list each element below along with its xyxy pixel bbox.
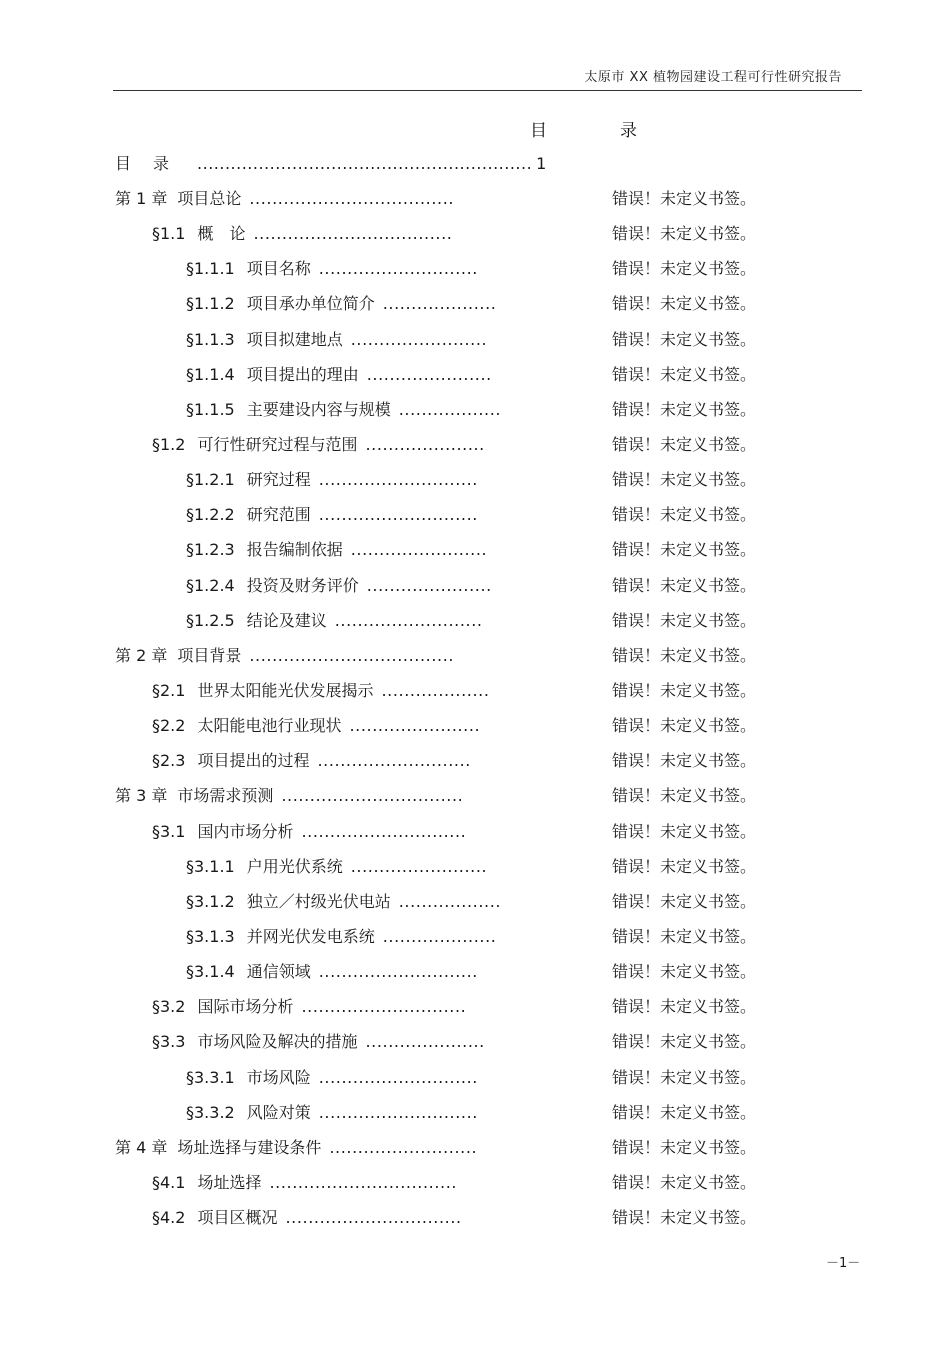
toc-entry-title: 目录 (115, 154, 192, 173)
toc-entry-number: §1.2.4 (186, 575, 235, 595)
toc-entry-number: §1.2.3 (186, 540, 235, 560)
toc-entry[interactable] (0, 848, 950, 883)
toc-entry-title: 项目提出的理由 (246, 364, 359, 384)
toc-entry-title: 国际市场分析 (197, 997, 294, 1017)
toc-entry-title: 研究范围 (246, 505, 311, 525)
toc-bookmark-error: 错误！未定义书签。 (612, 1172, 757, 1192)
toc-leader-dots: ............................ (318, 962, 478, 982)
toc-entry-title: 结论及建议 (246, 610, 327, 630)
toc-bookmark-error: 错误！未定义书签。 (612, 224, 757, 244)
toc-entry[interactable] (0, 215, 950, 250)
toc-entry-number: §1.1 (152, 224, 186, 244)
toc-entry-label (152, 1205, 462, 1228)
toc-entry-label (152, 678, 490, 701)
toc-entry-label (152, 1170, 457, 1193)
toc-leader-dots: .......................... (334, 610, 483, 630)
toc-bookmark-error: 错误！未定义书签。 (612, 259, 757, 279)
toc-entry-title: 世界太阳能光伏发展揭示 (197, 680, 374, 700)
toc-entry-label (152, 748, 471, 771)
toc-entry-number: 第 3 章 (115, 786, 168, 806)
toc-entry-number: §2.3 (152, 751, 186, 771)
toc-leader-dots: ............................. (301, 997, 467, 1017)
toc-entry[interactable] (0, 1023, 950, 1058)
toc-entry-title: 投资及财务评价 (246, 575, 359, 595)
toc-bookmark-error: 错误！未定义书签。 (612, 364, 757, 384)
toc-entry-title: 市场风险及解决的措施 (197, 1032, 358, 1052)
header-divider (113, 90, 862, 91)
toc-bookmark-error: 错误！未定义书签。 (612, 997, 757, 1017)
toc-bookmark-error: 错误！未定义书签。 (612, 645, 757, 665)
toc-entry-title: 主要建设内容与规模 (246, 399, 391, 419)
toc-entry-number: §3.2 (152, 997, 186, 1017)
toc-entry-label (115, 186, 454, 209)
toc-bookmark-error: 错误！未定义书签。 (612, 329, 757, 349)
toc-entry-number: §3.3 (152, 1032, 186, 1052)
toc-bookmark-error: 错误！未定义书签。 (612, 294, 757, 314)
toc-entry-label (186, 1100, 478, 1123)
toc-entry[interactable] (0, 531, 950, 566)
toc-entry[interactable] (0, 1164, 950, 1199)
toc-bookmark-error: 错误！未定义书签。 (612, 434, 757, 454)
toc-entry-label (152, 819, 466, 842)
toc-entry-title: 风险对策 (246, 1102, 311, 1122)
toc-leader-dots: ............................... (285, 1208, 462, 1228)
toc-leader-dots: ............................ (318, 470, 478, 490)
toc-entry[interactable] (0, 777, 950, 812)
toc-entry-label (186, 608, 483, 631)
toc-entry-number: §1.1.2 (186, 294, 235, 314)
toc-entry[interactable] (0, 391, 950, 426)
toc-entry[interactable] (0, 918, 950, 953)
toc-entry-number: §1.1.5 (186, 399, 235, 419)
toc-entry-number: §4.1 (152, 1172, 186, 1192)
toc-bookmark-error: 错误！未定义书签。 (612, 716, 757, 736)
toc-bookmark-error: 错误！未定义书签。 (612, 891, 757, 911)
toc-entry-number: §3.3.1 (186, 1067, 235, 1087)
toc-entry-title: 户用光伏系统 (246, 856, 343, 876)
toc-entry-number: §3.1.3 (186, 926, 235, 946)
toc-entry-label (115, 643, 454, 666)
toc-leader-dots: .................... (382, 294, 497, 314)
toc-entry-label (152, 221, 452, 244)
toc-entry[interactable] (0, 883, 950, 918)
toc-entry-contents[interactable] (115, 151, 546, 174)
toc-list (0, 180, 950, 1234)
toc-entry-title: 通信领域 (246, 962, 311, 982)
toc-entry[interactable] (0, 672, 950, 707)
toc-entry[interactable] (0, 813, 950, 848)
toc-entry-title: 研究过程 (246, 470, 311, 490)
toc-bookmark-error: 错误！未定义书签。 (612, 1032, 757, 1052)
toc-entry[interactable] (0, 567, 950, 602)
toc-entry[interactable] (0, 637, 950, 672)
toc-entry-title: 项目区概况 (197, 1208, 278, 1228)
toc-entry-label (186, 889, 501, 912)
toc-entry[interactable] (0, 1129, 950, 1164)
toc-bookmark-error: 错误！未定义书签。 (612, 505, 757, 525)
toc-entry-number: 第 1 章 (115, 189, 168, 208)
toc-entry-number: §1.1.3 (186, 329, 235, 349)
toc-entry-title: 项目总论 (177, 189, 242, 208)
toc-leader-dots: ........................ (350, 329, 488, 349)
toc-entry-label (186, 959, 478, 982)
toc-entry[interactable] (0, 953, 950, 988)
toc-bookmark-error: 错误！未定义书签。 (612, 470, 757, 490)
toc-entry-title: 太阳能电池行业现状 (197, 716, 342, 736)
toc-bookmark-error: 错误！未定义书签。 (612, 962, 757, 982)
toc-entry-number: §3.3.2 (186, 1102, 235, 1122)
toc-entry-title: 市场需求预测 (177, 786, 274, 806)
toc-entry-label (186, 291, 496, 314)
toc-entry-title: 项目拟建地点 (246, 329, 343, 349)
toc-entry-label (186, 1065, 478, 1088)
toc-bookmark-error: 错误！未定义书签。 (612, 821, 757, 841)
toc-entry-title: 项目背景 (177, 645, 242, 665)
toc-entry[interactable] (0, 707, 950, 742)
toc-entry-number: 第 4 章 (115, 1137, 168, 1157)
toc-entry-label (186, 537, 487, 560)
toc-entry[interactable] (0, 250, 950, 285)
toc-leader-dots: ............................................................ (197, 154, 533, 173)
toc-title: 目 录 (530, 121, 665, 141)
toc-entry-number: §3.1 (152, 821, 186, 841)
toc-bookmark-error: 错误！未定义书签。 (612, 575, 757, 595)
toc-entry-title: 可行性研究过程与范围 (197, 434, 358, 454)
toc-entry[interactable] (0, 742, 950, 777)
toc-entry-label (186, 327, 487, 350)
toc-entry-number: §3.1.1 (186, 856, 235, 876)
toc-entry-number: §3.1.4 (186, 962, 235, 982)
toc-entry-label (186, 397, 501, 420)
toc-entry-label (115, 1135, 477, 1158)
toc-page-number: 1 (536, 154, 547, 173)
toc-entry-title: 国内市场分析 (197, 821, 294, 841)
toc-bookmark-error: 错误！未定义书签。 (612, 926, 757, 946)
toc-entry-label (186, 467, 478, 490)
toc-leader-dots: ...................... (366, 575, 492, 595)
toc-leader-dots: ............................. (301, 821, 467, 841)
toc-entry[interactable] (0, 285, 950, 320)
toc-leader-dots: .......................... (329, 1137, 478, 1157)
toc-leader-dots: ........................ (350, 856, 488, 876)
toc-entry-title: 并网光伏发电系统 (246, 926, 375, 946)
toc-bookmark-error: 错误！未定义书签。 (612, 786, 757, 806)
toc-bookmark-error: 错误！未定义书签。 (612, 1067, 757, 1087)
toc-bookmark-error: 错误！未定义书签。 (612, 856, 757, 876)
toc-entry-label (115, 783, 463, 806)
toc-entry-label (152, 994, 466, 1017)
toc-entry[interactable] (0, 988, 950, 1023)
toc-entry-number: §2.1 (152, 680, 186, 700)
toc-entry[interactable] (0, 426, 950, 461)
toc-bookmark-error: 错误！未定义书签。 (612, 751, 757, 771)
toc-entry-title: 场址选择 (197, 1172, 262, 1192)
toc-bookmark-error: 错误！未定义书签。 (612, 1208, 757, 1228)
toc-leader-dots: .................... (382, 926, 497, 946)
toc-leader-dots: ..................... (365, 1032, 485, 1052)
toc-bookmark-error: 错误！未定义书签。 (612, 1137, 757, 1157)
toc-entry-number: §4.2 (152, 1208, 186, 1228)
toc-entry-label (186, 924, 496, 947)
toc-entry-title: 项目承办单位简介 (246, 294, 375, 314)
toc-entry-label (152, 432, 485, 455)
toc-entry-label (186, 502, 478, 525)
toc-bookmark-error: 错误！未定义书签。 (612, 189, 757, 208)
toc-leader-dots: ............................ (318, 259, 478, 279)
toc-entry-number: §1.2.5 (186, 610, 235, 630)
toc-entry-number: §3.1.2 (186, 891, 235, 911)
toc-entry-number: §1.1.4 (186, 364, 235, 384)
toc-entry[interactable] (0, 180, 950, 215)
toc-entry-label (152, 1029, 485, 1052)
toc-leader-dots: ................... (381, 680, 490, 700)
toc-entry[interactable] (0, 321, 950, 356)
toc-entry[interactable] (0, 356, 950, 391)
toc-leader-dots: .................. (398, 399, 502, 419)
toc-entry-title: 场址选择与建设条件 (177, 1137, 322, 1157)
toc-entry-title: 独立／村级光伏电站 (246, 891, 391, 911)
toc-entry-label (186, 854, 487, 877)
toc-bookmark-error: 错误！未定义书签。 (612, 680, 757, 700)
toc-entry[interactable] (0, 496, 950, 531)
toc-entry[interactable] (0, 1199, 950, 1234)
toc-entry-label (186, 362, 492, 385)
toc-leader-dots: ..................... (365, 434, 485, 454)
toc-entry-number: §1.2.1 (186, 470, 235, 490)
toc-leader-dots: ................................. (269, 1172, 458, 1192)
toc-entry-label (186, 573, 492, 596)
toc-leader-dots: ....................... (349, 716, 481, 736)
toc-entry-title: 项目名称 (246, 259, 311, 279)
toc-leader-dots: ...................... (366, 364, 492, 384)
toc-entry[interactable] (0, 1094, 950, 1129)
toc-entry[interactable] (0, 602, 950, 637)
toc-entry-title: 市场风险 (246, 1067, 311, 1087)
toc-bookmark-error: 错误！未定义书签。 (612, 610, 757, 630)
toc-entry-number: §2.2 (152, 716, 186, 736)
toc-leader-dots: .................. (398, 891, 502, 911)
toc-leader-dots: ............................ (318, 505, 478, 525)
toc-leader-dots: ............................ (318, 1102, 478, 1122)
toc-entry-title: 概 论 (197, 224, 246, 244)
toc-leader-dots: ............................ (318, 1067, 478, 1087)
toc-bookmark-error: 错误！未定义书签。 (612, 399, 757, 419)
footer-page-number: －1－ (826, 1256, 861, 1271)
toc-entry-number: §1.1.1 (186, 259, 235, 279)
toc-entry-number: §1.2 (152, 434, 186, 454)
toc-entry-label (152, 713, 480, 736)
toc-entry-number: 第 2 章 (115, 645, 168, 665)
toc-entry-number: §1.2.2 (186, 505, 235, 525)
toc-leader-dots: ................................... (253, 224, 453, 244)
toc-entry-title: 报告编制依据 (246, 540, 343, 560)
toc-entry-title: 项目提出的过程 (197, 751, 310, 771)
toc-entry[interactable] (0, 461, 950, 496)
running-header: 太原市 XX 植物园建设工程可行性研究报告 (584, 70, 842, 85)
toc-leader-dots: .................................... (249, 189, 455, 208)
toc-bookmark-error: 错误！未定义书签。 (612, 1102, 757, 1122)
toc-entry[interactable] (0, 1059, 950, 1094)
toc-entry-label (186, 256, 478, 279)
toc-leader-dots: ........................... (317, 751, 471, 771)
toc-leader-dots: .................................... (249, 645, 455, 665)
toc-leader-dots: ................................ (281, 786, 464, 806)
toc-leader-dots: ........................ (350, 540, 488, 560)
toc-bookmark-error: 错误！未定义书签。 (612, 540, 757, 560)
